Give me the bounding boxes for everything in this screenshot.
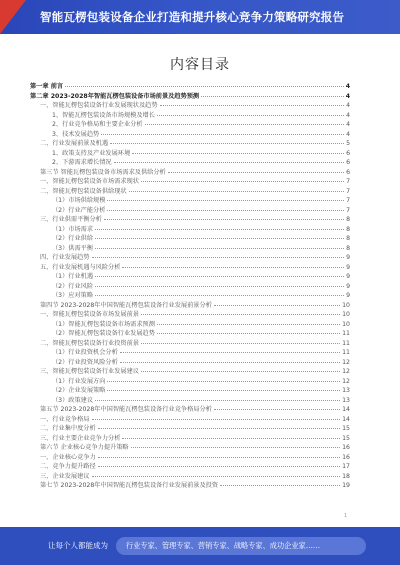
- toc-entry-label: 二、行业集中度分析: [40, 425, 96, 432]
- toc-entry[interactable]: [30, 291, 350, 301]
- toc-entry-page: 8: [346, 235, 350, 242]
- toc-leader-dots: [141, 314, 340, 315]
- toc-entry-page: 7: [346, 187, 350, 195]
- toc-entry[interactable]: [30, 111, 350, 121]
- toc-entry[interactable]: [30, 320, 350, 330]
- toc-entry-label: 2、下游需求增长情况: [52, 159, 112, 166]
- toc-leader-dots: [65, 86, 344, 87]
- toc-entry-label: 第六节 企业核心竞争力提升策略: [40, 444, 129, 451]
- toc-leader-dots: [92, 257, 345, 258]
- toc-entry[interactable]: [30, 396, 350, 406]
- toc-leader-dots: [107, 210, 344, 211]
- header-banner: [0, 0, 400, 34]
- toc-entry-page: 14: [342, 415, 350, 423]
- toc-entry-label: 3、技术发展趋势: [52, 130, 100, 138]
- toc-entry-label: 第四节 2023-2028年中国智能瓦楞包装设备行业发展前景分析: [40, 301, 212, 309]
- toc-entry-page: 4: [346, 111, 350, 119]
- toc-entry-label: （1）行业发展方向: [52, 377, 106, 385]
- toc-leader-dots: [92, 476, 341, 477]
- toc-leader-dots: [160, 105, 345, 106]
- toc-leader-dots: [107, 390, 340, 391]
- toc-leader-dots: [98, 457, 340, 458]
- toc-entry-page: 9: [346, 282, 350, 290]
- toc-entry[interactable]: [30, 130, 350, 140]
- toc-entry[interactable]: [30, 263, 350, 273]
- toc-leader-dots: [95, 248, 344, 249]
- toc-entry-label: 第三节 智能瓦楞包装设备市场需求及供给分析: [40, 168, 166, 176]
- toc-entry-label: （2）智能瓦楞包装设备行业发展趋势: [52, 330, 155, 337]
- toc-leader-dots: [122, 438, 340, 439]
- toc-entry-label: 五、行业发展机遇与风险分析: [40, 263, 121, 271]
- toc-entry-page: 12: [342, 377, 350, 385]
- toc-entry-page: 6: [346, 149, 350, 157]
- toc-entry-label: 四、行业发展趋势: [40, 254, 90, 261]
- toc-entry[interactable]: [30, 177, 350, 187]
- toc-leader-dots: [141, 371, 340, 372]
- toc-entry-label: （1）行业投资机会分析: [52, 349, 118, 356]
- toc-entry-label: （1）行业机遇: [52, 273, 94, 280]
- toc-entry-label: 一、智能瓦楞包装设备市场需求现状: [40, 178, 139, 185]
- toc-entry-page: 19: [342, 482, 350, 489]
- table-of-contents: [30, 82, 350, 491]
- toc-entry[interactable]: [30, 92, 350, 102]
- toc-entry[interactable]: [30, 120, 350, 130]
- toc-leader-dots: [157, 324, 340, 325]
- toc-entry-label: 第五节 2023-2028年中国智能瓦楞包装设备行业竞争格局分析: [40, 406, 212, 413]
- toc-leader-dots: [110, 143, 344, 144]
- toc-entry-page: 12: [342, 358, 350, 366]
- toc-entry[interactable]: [30, 158, 350, 168]
- toc-entry-page: 4: [346, 130, 350, 138]
- toc-entry-label: （3）供需平衡: [52, 244, 94, 252]
- toc-entry-page: 15: [342, 434, 350, 442]
- toc-entry-page: 11: [342, 330, 350, 337]
- toc-leader-dots: [168, 172, 344, 173]
- toc-entry[interactable]: [30, 272, 350, 282]
- toc-entry-label: 三、企业发展建议: [40, 472, 90, 480]
- toc-leader-dots: [98, 428, 340, 429]
- toc-entry-page: 11: [342, 339, 350, 347]
- toc-entry[interactable]: [30, 339, 350, 349]
- toc-entry-label: （3）政策建议: [52, 396, 94, 404]
- toc-entry[interactable]: [30, 225, 350, 235]
- toc-entry[interactable]: [30, 82, 350, 92]
- toc-leader-dots: [95, 295, 344, 296]
- toc-leader-dots: [95, 276, 344, 277]
- toc-entry-label: 第一章 前言: [30, 83, 64, 90]
- toc-entry[interactable]: [30, 358, 350, 368]
- toc-entry-page: 8: [346, 225, 350, 233]
- toc-entry[interactable]: [30, 386, 350, 396]
- toc-entry[interactable]: [30, 168, 350, 178]
- toc-leader-dots: [141, 181, 344, 182]
- toc-entry-page: 18: [342, 472, 350, 480]
- footer-pill-text: 行业专家、管理专家、营销专家、战略专家、成功企业家……: [126, 541, 321, 550]
- toc-leader-dots: [157, 115, 344, 116]
- toc-leader-dots: [132, 153, 344, 154]
- toc-entry[interactable]: [30, 329, 350, 339]
- toc-entry[interactable]: [30, 481, 350, 491]
- toc-entry-label: 二、行业发展前景及机遇: [40, 140, 109, 147]
- toc-entry[interactable]: [30, 472, 350, 482]
- toc-entry[interactable]: [30, 234, 350, 244]
- toc-entry-page: 9: [346, 254, 350, 261]
- toc-entry[interactable]: [30, 310, 350, 320]
- toc-leader-dots: [131, 447, 341, 448]
- toc-entry[interactable]: [30, 301, 350, 311]
- toc-entry-page: 4: [346, 102, 350, 109]
- toc-entry[interactable]: [30, 244, 350, 254]
- toc-entry-page: 9: [346, 292, 350, 299]
- toc-entry[interactable]: [30, 424, 350, 434]
- toc-entry[interactable]: [30, 206, 350, 216]
- toc-leader-dots: [214, 409, 340, 410]
- toc-leader-dots: [141, 343, 340, 344]
- toc-entry-label: （2）企业发展策略: [52, 387, 106, 394]
- toc-entry-label: 一、行业竞争格局: [40, 415, 90, 423]
- toc-leader-dots: [145, 124, 345, 125]
- toc-entry-page: 4: [346, 121, 350, 128]
- toc-leader-dots: [107, 381, 340, 382]
- toc-entry[interactable]: [30, 196, 350, 206]
- toc-entry-label: 一、智能瓦楞包装设备市场发展前景: [40, 311, 139, 318]
- toc-leader-dots: [201, 96, 344, 97]
- toc-entry-label: 2、行业竞争格局和主要企业分析: [52, 121, 143, 128]
- toc-leader-dots: [98, 466, 340, 467]
- header-red-corner: [0, 0, 26, 34]
- toc-entry[interactable]: [30, 253, 350, 263]
- toc-leader-dots: [214, 305, 340, 306]
- toc-entry-page: 17: [342, 463, 350, 470]
- toc-entry-page: 7: [346, 206, 350, 214]
- toc-entry-page: 4: [345, 92, 350, 100]
- toc-entry-label: 二、竞争力提升路径: [40, 463, 96, 470]
- toc-entry-label: （2）行业产能分析: [52, 206, 106, 214]
- toc-entry-label: 第七节 2023-2028年中国智能瓦楞包装设备行业发展前景及投资: [40, 482, 219, 489]
- toc-entry-page: 14: [342, 406, 350, 413]
- toc-entry[interactable]: [30, 462, 350, 472]
- toc-entry-label: （1）市场需求: [52, 225, 94, 233]
- toc-entry-label: 三、智能瓦楞包装设备行业发展建议: [40, 368, 139, 375]
- toc-entry-label: 二、智能瓦楞包装设备行业投资前景: [40, 339, 139, 347]
- toc-entry-label: 1、智能瓦楞包装设备市场规模及增长: [52, 111, 155, 119]
- toc-leader-dots: [120, 352, 340, 353]
- toc-leader-dots: [95, 229, 344, 230]
- toc-entry-page: 12: [342, 368, 350, 375]
- page-number: 1: [344, 513, 348, 519]
- toc-entry-page: 6: [346, 159, 350, 166]
- toc-entry-page: 16: [342, 453, 350, 461]
- toc-entry-label: （1）市场供给规模: [52, 197, 106, 204]
- toc-leader-dots: [104, 219, 344, 220]
- toc-entry-page: 5: [346, 140, 350, 147]
- toc-entry-label: （3）应对策略: [52, 292, 94, 299]
- toc-title: 内容目录: [170, 57, 230, 73]
- toc-entry-page: 8: [346, 216, 350, 223]
- toc-entry[interactable]: [30, 434, 350, 444]
- toc-entry-page: 7: [346, 197, 350, 204]
- toc-entry[interactable]: [30, 139, 350, 149]
- footer-slogan: 让每个人都能成为: [48, 541, 108, 550]
- footer-pill: [116, 537, 366, 555]
- toc-leader-dots: [122, 267, 344, 268]
- toc-entry[interactable]: [30, 405, 350, 415]
- toc-entry[interactable]: [30, 415, 350, 425]
- toc-leader-dots: [92, 419, 341, 420]
- toc-entry-label: 三、行业主要企业竞争力分析: [40, 434, 121, 442]
- toc-entry[interactable]: [30, 377, 350, 387]
- toc-entry-page: 7: [346, 178, 350, 185]
- toc-entry-page: 10: [342, 320, 350, 328]
- toc-entry-page: 4: [345, 83, 350, 90]
- report-title: 智能瓦楞包装设备企业打造和提升核心竞争力策略研究报告: [40, 10, 345, 24]
- toc-entry-page: 10: [342, 311, 350, 318]
- toc-leader-dots: [95, 400, 340, 401]
- toc-entry-page: 10: [342, 301, 350, 309]
- toc-entry-label: （2）行业供给: [52, 235, 94, 242]
- toc-leader-dots: [129, 191, 344, 192]
- toc-entry-label: 二、智能瓦楞包装设备供给现状: [40, 187, 127, 195]
- toc-entry-page: 16: [342, 444, 350, 451]
- toc-entry-label: （2）行业风险: [52, 282, 94, 290]
- toc-entry[interactable]: [30, 443, 350, 453]
- toc-leader-dots: [220, 485, 340, 486]
- toc-entry[interactable]: [30, 367, 350, 377]
- toc-entry-label: 三、行业供需平衡分析: [40, 216, 102, 223]
- toc-entry[interactable]: [30, 348, 350, 358]
- toc-entry[interactable]: [30, 187, 350, 197]
- toc-entry[interactable]: [30, 101, 350, 111]
- toc-leader-dots: [101, 134, 344, 135]
- toc-entry-label: 一、企业核心竞争力: [40, 453, 96, 461]
- toc-entry[interactable]: [30, 149, 350, 159]
- toc-leader-dots: [95, 238, 344, 239]
- toc-leader-dots: [114, 162, 344, 163]
- toc-entry[interactable]: [30, 215, 350, 225]
- toc-entry-label: 第二章 2023-2028年智能瓦楞包装设备市场前景及趋势预测: [30, 92, 200, 100]
- toc-entry-label: 1、政策支持及产业发展环境: [52, 149, 131, 157]
- toc-leader-dots: [120, 362, 340, 363]
- toc-entry-label: （1）智能瓦楞包装设备市场需求预测: [52, 320, 155, 328]
- toc-leader-dots: [157, 333, 340, 334]
- toc-entry-page: 9: [346, 273, 350, 280]
- toc-entry[interactable]: [30, 282, 350, 292]
- footer-banner: [0, 527, 400, 565]
- toc-entry-page: 9: [346, 263, 350, 271]
- toc-entry-page: 6: [346, 168, 350, 176]
- toc-entry-page: 13: [342, 396, 350, 404]
- toc-entry-page: 13: [342, 387, 350, 394]
- toc-leader-dots: [107, 200, 344, 201]
- toc-entry-page: 15: [342, 425, 350, 432]
- toc-entry-page: 11: [342, 349, 350, 356]
- toc-entry-label: 一、智能瓦楞包装设备行业发展现状及趋势: [40, 102, 158, 109]
- toc-entry-label: （2）行业投资风险分析: [52, 358, 118, 366]
- toc-entry[interactable]: [30, 453, 350, 463]
- toc-entry-page: 8: [346, 244, 350, 252]
- toc-leader-dots: [95, 286, 344, 287]
